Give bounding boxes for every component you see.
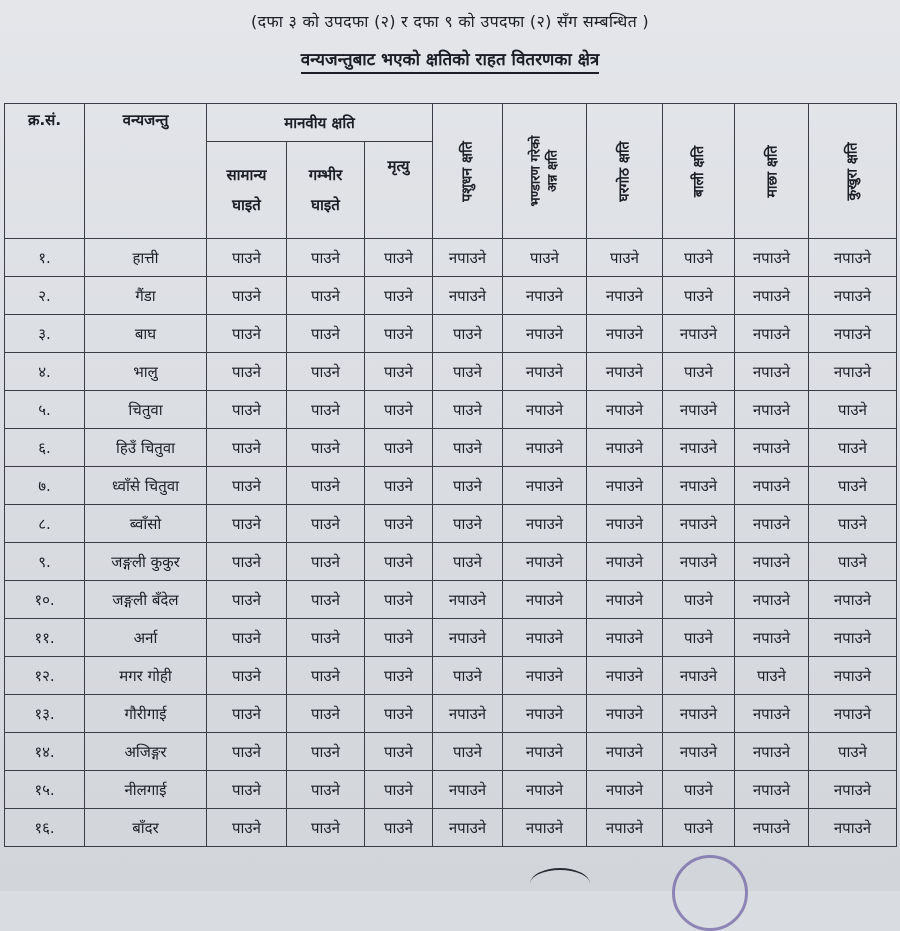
row-value: नपाउने	[503, 581, 587, 619]
row-value: नपाउने	[503, 543, 587, 581]
header-storage	[503, 104, 587, 239]
row-value: पाउने	[207, 543, 287, 581]
row-value: पाउने	[663, 581, 735, 619]
row-sn: ४.	[5, 353, 85, 391]
row-value: नपाउने	[809, 771, 897, 809]
row-value: पाउने	[207, 353, 287, 391]
table-row	[5, 277, 897, 315]
row-sn: ५.	[5, 391, 85, 429]
row-value: नपाउने	[735, 695, 809, 733]
table-row	[5, 353, 897, 391]
row-value: पाउने	[433, 505, 503, 543]
row-value: नपाउने	[587, 657, 663, 695]
row-value: पाउने	[365, 239, 433, 277]
row-value: पाउने	[433, 315, 503, 353]
row-value: नपाउने	[503, 429, 587, 467]
row-animal: गैंडा	[85, 277, 207, 315]
row-animal: बाघ	[85, 315, 207, 353]
row-value: पाउने	[663, 353, 735, 391]
row-sn: १३.	[5, 695, 85, 733]
row-value: पाउने	[365, 809, 433, 847]
row-value: नपाउने	[433, 809, 503, 847]
row-value: पाउने	[207, 315, 287, 353]
row-value: नपाउने	[503, 695, 587, 733]
header-serious-injury: गम्भीर घाइते	[287, 142, 365, 239]
row-sn: ३.	[5, 315, 85, 353]
row-value: नपाउने	[809, 695, 897, 733]
row-value: नपाउने	[809, 809, 897, 847]
row-value: पाउने	[207, 657, 287, 695]
row-value: पाउने	[207, 809, 287, 847]
row-value: नपाउने	[735, 771, 809, 809]
header-poultry: कुखुरा क्षति	[809, 104, 897, 239]
header-fish: माछा क्षति	[735, 104, 809, 239]
row-animal: गौरीगाई	[85, 695, 207, 733]
row-value: नपाउने	[587, 695, 663, 733]
row-animal: ध्वाँसे चितुवा	[85, 467, 207, 505]
row-sn: ११.	[5, 619, 85, 657]
table-row	[5, 239, 897, 277]
row-value: पाउने	[287, 467, 365, 505]
row-value: नपाउने	[503, 505, 587, 543]
row-value: नपाउने	[735, 467, 809, 505]
row-value: पाउने	[663, 619, 735, 657]
table-row	[5, 771, 897, 809]
row-value: नपाउने	[735, 353, 809, 391]
table-row	[5, 505, 897, 543]
row-animal: नीलगाई	[85, 771, 207, 809]
row-value: पाउने	[433, 429, 503, 467]
row-value: पाउने	[433, 657, 503, 695]
row-value: पाउने	[365, 771, 433, 809]
header-animal: वन्यजन्तु	[85, 104, 207, 239]
table-row	[5, 657, 897, 695]
table-row	[5, 809, 897, 847]
row-sn: १६.	[5, 809, 85, 847]
row-animal: हिउँ चितुवा	[85, 429, 207, 467]
table-row	[5, 315, 897, 353]
row-value: पाउने	[809, 429, 897, 467]
row-animal: ब्वाँसो	[85, 505, 207, 543]
row-value: पाउने	[365, 429, 433, 467]
row-value: नपाउने	[663, 429, 735, 467]
row-value: पाउने	[809, 733, 897, 771]
schedule-reference: (दफा ३ को उपदफा (२) र दफा ९ को उपदफा (२) सँग सम्बन्धित )	[251, 12, 649, 31]
row-value: पाउने	[433, 467, 503, 505]
row-value: पाउने	[287, 315, 365, 353]
row-value: पाउने	[287, 239, 365, 277]
table-row	[5, 543, 897, 581]
row-value: पाउने	[207, 239, 287, 277]
header-storage-line2: अन्न क्षति	[545, 150, 561, 192]
row-value: पाउने	[433, 543, 503, 581]
row-value: पाउने	[365, 695, 433, 733]
document-heading-text: वन्यजन्तुबाट भएको क्षतिको राहत वितरणका क्षेत्र	[301, 50, 600, 74]
row-value: पाउने	[663, 239, 735, 277]
row-value: नपाउने	[587, 809, 663, 847]
table-row	[5, 581, 897, 619]
row-value: पाउने	[287, 505, 365, 543]
row-value: नपाउने	[735, 809, 809, 847]
header-livestock: पशुधन क्षति	[433, 104, 503, 239]
row-value: नपाउने	[809, 581, 897, 619]
row-sn: ७.	[5, 467, 85, 505]
row-value: नपाउने	[663, 391, 735, 429]
row-value: पाउने	[207, 619, 287, 657]
row-animal: हात्ती	[85, 239, 207, 277]
row-value: नपाउने	[503, 619, 587, 657]
row-value: नपाउने	[587, 467, 663, 505]
signature-mark	[530, 868, 590, 900]
row-value: नपाउने	[735, 277, 809, 315]
relief-table	[4, 103, 897, 847]
table-row	[5, 733, 897, 771]
row-value: नपाउने	[503, 353, 587, 391]
row-value: नपाउने	[735, 315, 809, 353]
row-value: नपाउने	[663, 467, 735, 505]
row-value: पाउने	[365, 619, 433, 657]
header-minor-injury: सामान्य घाइते	[207, 142, 287, 239]
row-animal: चितुवा	[85, 391, 207, 429]
row-animal: जङ्गली बँदेल	[85, 581, 207, 619]
row-value: नपाउने	[433, 239, 503, 277]
row-value: पाउने	[663, 809, 735, 847]
row-value: पाउने	[207, 467, 287, 505]
row-value: नपाउने	[587, 277, 663, 315]
table-row	[5, 429, 897, 467]
row-value: पाउने	[365, 543, 433, 581]
header-storage-line1: भण्डारण गरेको	[528, 135, 544, 207]
row-value: नपाउने	[587, 315, 663, 353]
row-value: नपाउने	[735, 619, 809, 657]
row-sn: १२.	[5, 657, 85, 695]
row-value: पाउने	[287, 695, 365, 733]
row-value: पाउने	[365, 733, 433, 771]
row-sn: २.	[5, 277, 85, 315]
row-value: नपाउने	[587, 619, 663, 657]
header-house: घरगोठ क्षति	[587, 104, 663, 239]
row-value: पाउने	[433, 733, 503, 771]
row-sn: १.	[5, 239, 85, 277]
row-value: पाउने	[663, 277, 735, 315]
row-value: पाउने	[365, 315, 433, 353]
header-human-loss: मानवीय क्षति	[207, 104, 433, 142]
row-value: पाउने	[207, 391, 287, 429]
row-value: नपाउने	[503, 733, 587, 771]
row-value: पाउने	[587, 239, 663, 277]
row-value: पाउने	[287, 581, 365, 619]
row-value: नपाउने	[809, 619, 897, 657]
row-value: नपाउने	[663, 543, 735, 581]
row-value: नपाउने	[663, 505, 735, 543]
row-value: नपाउने	[503, 391, 587, 429]
row-value: नपाउने	[587, 771, 663, 809]
row-value: पाउने	[287, 353, 365, 391]
row-value: नपाउने	[587, 429, 663, 467]
row-value: पाउने	[735, 657, 809, 695]
row-value: नपाउने	[809, 239, 897, 277]
row-sn: १४.	[5, 733, 85, 771]
row-animal: भालु	[85, 353, 207, 391]
row-value: पाउने	[287, 543, 365, 581]
row-value: नपाउने	[735, 391, 809, 429]
table-row	[5, 695, 897, 733]
row-value: पाउने	[503, 239, 587, 277]
row-value: नपाउने	[433, 771, 503, 809]
row-value: पाउने	[809, 505, 897, 543]
row-sn: ९.	[5, 543, 85, 581]
row-value: पाउने	[287, 277, 365, 315]
row-animal: अर्ना	[85, 619, 207, 657]
table-row	[5, 391, 897, 429]
header-sn: क्र.सं.	[5, 104, 85, 239]
row-value: पाउने	[287, 809, 365, 847]
row-value: नपाउने	[809, 315, 897, 353]
row-value: नपाउने	[433, 619, 503, 657]
row-value: पाउने	[287, 619, 365, 657]
row-value: पाउने	[809, 467, 897, 505]
row-value: नपाउने	[735, 581, 809, 619]
row-value: नपाउने	[809, 353, 897, 391]
header-crop: बाली क्षति	[663, 104, 735, 239]
row-animal: अजिङ्गर	[85, 733, 207, 771]
row-animal: बाँदर	[85, 809, 207, 847]
row-value: पाउने	[809, 543, 897, 581]
table-row	[5, 619, 897, 657]
row-value: नपाउने	[663, 733, 735, 771]
row-value: पाउने	[663, 771, 735, 809]
row-animal: जङ्गली कुकुर	[85, 543, 207, 581]
table-row	[5, 467, 897, 505]
row-value: नपाउने	[587, 353, 663, 391]
row-value: पाउने	[287, 733, 365, 771]
row-value: नपाउने	[503, 467, 587, 505]
row-value: पाउने	[809, 391, 897, 429]
row-value: पाउने	[207, 505, 287, 543]
row-value: पाउने	[207, 581, 287, 619]
row-value: नपाउने	[735, 543, 809, 581]
row-value: नपाउने	[503, 771, 587, 809]
row-value: पाउने	[287, 391, 365, 429]
row-value: नपाउने	[433, 581, 503, 619]
row-value: नपाउने	[735, 505, 809, 543]
row-value: पाउने	[365, 467, 433, 505]
row-value: पाउने	[287, 657, 365, 695]
row-value: नपाउने	[503, 809, 587, 847]
row-value: पाउने	[433, 391, 503, 429]
row-value: नपाउने	[587, 581, 663, 619]
row-value: पाउने	[365, 277, 433, 315]
row-value: पाउने	[287, 771, 365, 809]
row-value: पाउने	[365, 581, 433, 619]
row-value: नपाउने	[663, 695, 735, 733]
row-value: पाउने	[433, 353, 503, 391]
row-value: नपाउने	[809, 277, 897, 315]
row-value: नपाउने	[587, 505, 663, 543]
row-value: नपाउने	[587, 733, 663, 771]
row-value: पाउने	[207, 429, 287, 467]
official-stamp	[672, 855, 748, 931]
row-value: नपाउने	[735, 733, 809, 771]
row-value: पाउने	[365, 505, 433, 543]
row-sn: १५.	[5, 771, 85, 809]
row-value: नपाउने	[587, 543, 663, 581]
row-value: नपाउने	[663, 657, 735, 695]
row-value: पाउने	[207, 733, 287, 771]
row-value: नपाउने	[433, 277, 503, 315]
header-death: मृत्यु	[365, 142, 433, 239]
document-heading	[0, 47, 900, 70]
row-animal: मगर गोही	[85, 657, 207, 695]
row-value: नपाउने	[735, 429, 809, 467]
row-value: पाउने	[207, 277, 287, 315]
row-value: नपाउने	[503, 657, 587, 695]
row-value: पाउने	[365, 391, 433, 429]
row-value: नपाउने	[433, 695, 503, 733]
row-value: नपाउने	[809, 657, 897, 695]
row-sn: ८.	[5, 505, 85, 543]
row-value: नपाउने	[503, 315, 587, 353]
row-value: पाउने	[365, 657, 433, 695]
row-value: पाउने	[207, 695, 287, 733]
row-value: पाउने	[207, 771, 287, 809]
row-value: नपाउने	[503, 277, 587, 315]
row-value: नपाउने	[735, 239, 809, 277]
row-value: नपाउने	[587, 391, 663, 429]
row-sn: १०.	[5, 581, 85, 619]
table-body	[5, 239, 897, 847]
row-sn: ६.	[5, 429, 85, 467]
row-value: नपाउने	[663, 315, 735, 353]
row-value: पाउने	[287, 429, 365, 467]
row-value: पाउने	[365, 353, 433, 391]
